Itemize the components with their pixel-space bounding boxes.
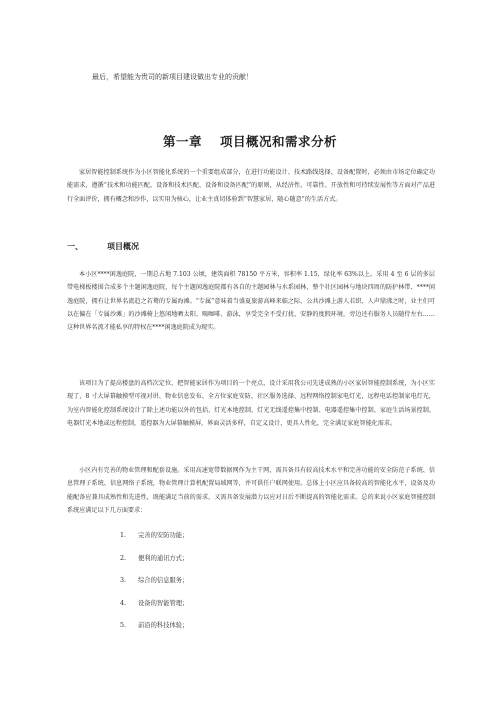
list-item — [120, 621, 188, 644]
paragraph-smart-home-design: 该项目为了提高楼盘的高档次定位，把智能家居作为项目的一个亮点，设计采用我公司先进成熟的小区家居智能控制系统，为小区实现了，8 寸大屏幕触摸型可视对讲、物业信息发布、全方位家庭安防、社区服务选择、远程网络控制家电灯光，远程电话控制家电灯光，为室内智能化控制系统设计了除上述功能以外的包括，灯光本地控制、灯光无线遥控集中控制、电器遥控集中控制、家庭生活场景控制、电器灯光本地或远程控制，遥控器为大屏幕触摸屏，界面灵活多样，自定义设计，更具人性化，完全满足家庭智能化需求。 — [67, 380, 435, 427]
chapter-number: 第一章 — [162, 134, 202, 149]
list-item-text: 综合的信息服务； — [138, 577, 189, 585]
list-item-number: 1. — [120, 532, 127, 539]
closing-remark: 最后，希望能为贵司的新项目建设做出专业的贡献！ — [92, 73, 253, 81]
list-item — [120, 576, 188, 599]
list-item-number: 2. — [120, 554, 127, 562]
list-item-text: 便利的通讯方式； — [138, 554, 189, 562]
section-number: 一、 — [67, 241, 83, 251]
list-item — [120, 599, 188, 622]
list-item-number: 4. — [120, 599, 127, 607]
requirements-list — [120, 531, 188, 644]
list-item-number: 5. — [120, 622, 127, 630]
paragraph-project-description: 本小区****闲逸庭院，一期总占地 7.103 公顷，建筑面积 78150 平方米，容积率 1.15，绿化率 63%以上。采用 4 至 6 层的多层带电梯板楼围合成多个主题闲逸庭院，每个主题闲逸庭院都有各自的主题园林与水系园林，整个社区园林与地块四周的防护林带、****闲逸庭院，拥有让世界名流趋之若鹜的专属海滩。“专属”意味着当盛夏旅游高峰来临之际，公共沙滩上游人若织、人声鼎沸之时，业主们可以在偏在「专属沙滩」的沙滩椅上悠闲地晒太阳、喝咖啡、游泳，享受完全不受打扰、安静的度假环境，旁边还有服务人员随侍左右……这种世界名流才能私享的特权在****闲逸庭院成为现实。 — [67, 271, 435, 332]
chapter-heading — [0, 132, 500, 150]
paragraph-overview: 家居智能控制系统作为小区智能化系统的一个重要组成部分，在进行功能设计、技术路线选择、设备配置时，必须由市场定位确定功能需求，遵循“技术和功能匹配、设备和技术匹配、设备和设备匹配”的原则，从经济性、可靠性、开放性和可持续发展性等方面对产品进行全面评价，拥有概念和沙作，以实用为核心，让业主真切体验到“智慧家居，随心随意”的生活方式。 — [67, 169, 435, 203]
list-item-number: 3. — [120, 577, 127, 585]
list-item-text: 前沿的科技体验； — [138, 622, 189, 630]
section-heading — [67, 241, 139, 252]
chapter-title: 项目概况和需求分析 — [220, 134, 338, 149]
paragraph-requirements-intro: 小区内有完善的物业管理和配套设施。采用高速宽带数据网作为主干网，需具备具有较高技术水平和完善功能的安全防范子系统、信息管理子系统、信息网络子系统，物业管理计算机配置局域网等，并可供任户联网使用。总体上小区应具备较高的智能化水平，设备及功能配备应兼具成熟性和先进性，既能满足当前的需求，又需具备发展潜力以应对日后不断提高的智能化需求。总的来说小区家庭智能控制系统应满足以下几方面要求： — [67, 467, 435, 514]
list-item-text: 设备的智能管理； — [138, 599, 189, 607]
list-item-text: 完善的安防功能； — [138, 532, 189, 539]
list-item — [120, 554, 188, 577]
list-item — [120, 531, 188, 554]
section-title: 项目概况 — [107, 241, 139, 251]
